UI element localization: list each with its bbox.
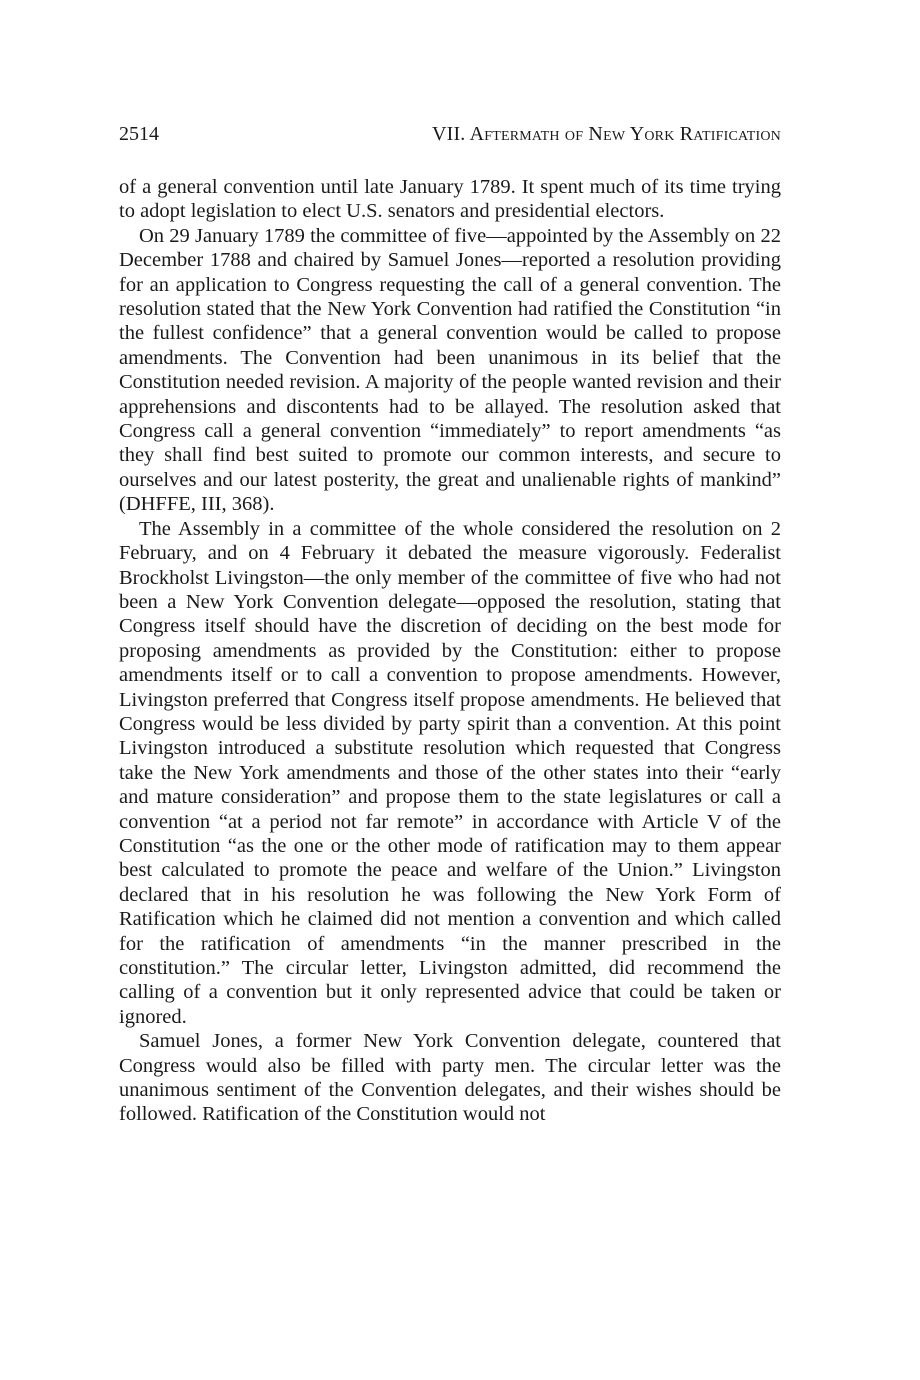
paragraph: Samuel Jones, a former New York Convention delegate, countered that Congress would also be filled with party men. The circular letter was the unanimous sentiment of the Convention delegates, and their wishes should be followed. Ratification of the Constitution would not (119, 1030, 781, 1126)
body-text (119, 175, 781, 1127)
running-head (119, 121, 781, 147)
paragraph: On 29 January 1789 the committee of five—appointed by the Assembly on 22 December 1788 and chaired by Samuel Jones—reported a resolution providing for an application to Congress requesting the call of a general convention. The resolution stated that the New York Convention had ratified the Constitution “in the fullest confidence” that a general convention would be called to propose amendments. The Convention had been unanimous in its belief that the Constitution needed revision. A majority of the people wanted revision and their apprehensions and discontents had to be allayed. The resolution asked that Congress call a general convention “immediately” to report amendments “as they shall find best suited to promote our common interests, and secure to ourselves and our latest posterity, the great and unalienable rights of mankind” (DHFFE, III, 368). (119, 224, 781, 516)
page-number: 2514 (119, 123, 159, 145)
page (119, 121, 781, 1127)
paragraph-continuation: of a general convention until late January 1789. It spent much of its time trying to adopt legislation to elect U.S. senators and presidential electors. (119, 176, 781, 223)
running-title: VII. Aftermath of New York Ratification (431, 123, 781, 145)
paragraph: The Assembly in a committee of the whole considered the resolution on 2 February, and on 4 February it debated the measure vigorously. Federalist Brockholst Livingston—the only member of the committee of five who had not been a New York Convention delegate—opposed the resolution, stating that Congress itself should have the discretion of deciding on the best mode for proposing amendments as provided by the Constitution: either to propose amendments itself or to call a convention to propose amendments. However, Livingston preferred that Congress itself propose amendments. He believed that Congress would be less divided by party spirit than a convention. At this point Livingston introduced a substitute resolution which requested that Congress take the New York amendments and those of the other states into their “early and mature consideration” and propose them to the state legislatures or call a convention “at a period not far remote” in accordance with Article V of the Constitution “as the one or the other mode of ratification may to them appear best calculated to promote the peace and welfare of the Union.” Livingston declared that in his resolution he was following the New York Form of Ratification which he claimed did not mention a convention and which called for the ratification of amendments “in the manner prescribed in the constitution.” The circular letter, Livingston admitted, did recommend the calling of a convention but it only represented advice that could be taken or ignored. (119, 517, 781, 1028)
